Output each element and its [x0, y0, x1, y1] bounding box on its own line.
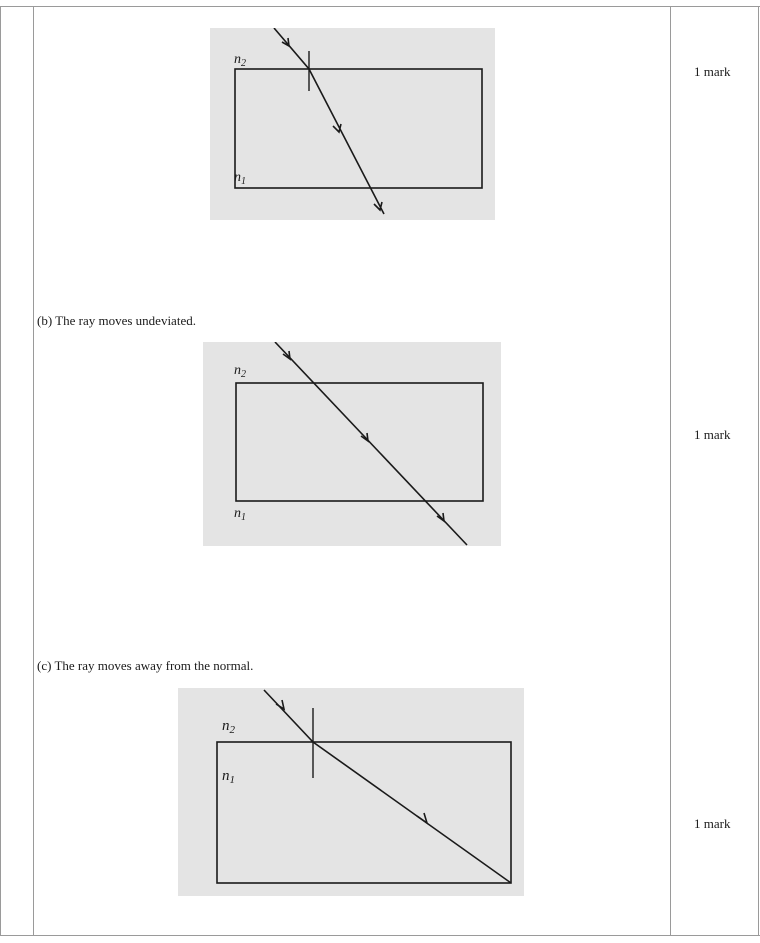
- figure-refraction-toward-normal: [210, 28, 495, 220]
- table-bottom-border: [0, 935, 760, 936]
- caption-c: (c) The ray moves away from the normal.: [37, 658, 254, 673]
- mark-c: 1 mark: [694, 816, 731, 831]
- label-n2: $n_2$: [234, 52, 246, 69]
- figure-background: [178, 688, 524, 896]
- table-right-border: [758, 6, 759, 936]
- figure-background: [203, 342, 501, 546]
- label-n2: $n_2$: [222, 718, 235, 736]
- caption-b: (b) The ray moves undeviated.: [37, 313, 196, 328]
- mark-b: 1 mark: [694, 427, 731, 442]
- figure-refraction-away-from-normal: [178, 688, 524, 896]
- figure-undeviated: [203, 342, 501, 546]
- diagram-b: [203, 342, 501, 546]
- column-divider-2: [670, 6, 671, 936]
- diagram-a: [210, 28, 495, 220]
- diagram-c: [178, 688, 524, 896]
- column-divider-1: [33, 6, 34, 936]
- table-left-border: [0, 6, 1, 936]
- label-n1: $n_1$: [234, 506, 246, 523]
- label-n1: $n_1$: [222, 768, 235, 786]
- mark-a: 1 mark: [694, 64, 731, 79]
- figure-background: [210, 28, 495, 220]
- table-top-border: [0, 6, 760, 7]
- label-n2: $n_2$: [234, 363, 246, 380]
- label-n1: $n_1$: [234, 170, 246, 187]
